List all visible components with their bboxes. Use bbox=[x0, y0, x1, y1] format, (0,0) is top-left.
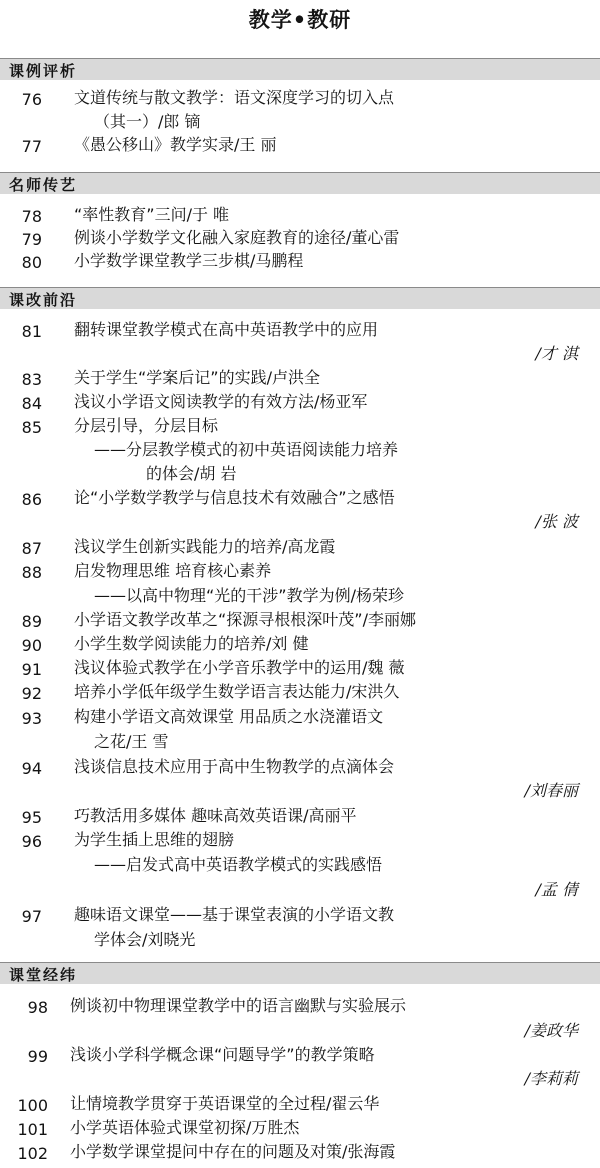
entry-title-line: 构建小学语文高效课堂 用品质之水浇灌语文 bbox=[74, 707, 384, 726]
entry-number: 96 bbox=[21, 832, 42, 851]
entry-title-line: 学体会/刘晓光 bbox=[94, 930, 196, 949]
entry-title-line: 《愚公移山》教学实录/王 丽 bbox=[74, 135, 277, 154]
entry-author-line: /才 淇 bbox=[535, 344, 578, 363]
section-label: 课堂经纬 bbox=[9, 966, 78, 984]
entry-number: 88 bbox=[21, 563, 42, 582]
entry-number: 100 bbox=[17, 1096, 48, 1115]
entry-number: 90 bbox=[21, 636, 42, 655]
entry-number: 87 bbox=[21, 539, 42, 558]
entry-title-line: 浅议体验式教学在小学音乐教学中的运用/魏 薇 bbox=[74, 658, 405, 677]
entry-title-line: 的体会/胡 岩 bbox=[146, 464, 237, 483]
entry-number: 84 bbox=[21, 394, 42, 413]
entry-title-line: 翻转课堂教学模式在高中英语教学中的应用 bbox=[74, 320, 379, 339]
entry-title-line: 论“小学数学教学与信息技术有效融合”之感悟 bbox=[74, 488, 395, 507]
entry-number: 102 bbox=[17, 1144, 48, 1163]
entry-title-line: 巧教活用多媒体 趣味高效英语课/高丽平 bbox=[74, 806, 357, 825]
entry-number: 95 bbox=[21, 808, 42, 827]
section-label: 课改前沿 bbox=[9, 291, 78, 309]
entry-title-line: 培养小学低年级学生数学语言表达能力/宋洪久 bbox=[74, 682, 400, 701]
entry-number: 79 bbox=[21, 230, 42, 249]
entry-title-line: 小学生数学阅读能力的培养/刘 健 bbox=[74, 634, 309, 653]
entry-title-line: 文道传统与散文教学：语文深度学习的切入点 bbox=[74, 88, 395, 107]
entry-title-line: ——启发式高中英语教学模式的实践感悟 bbox=[94, 855, 383, 874]
entry-title-line: 浅议小学语文阅读教学的有效方法/杨亚军 bbox=[74, 392, 368, 411]
entry-number: 78 bbox=[21, 207, 42, 226]
entry-number: 77 bbox=[21, 137, 42, 156]
entry-number: 99 bbox=[27, 1047, 48, 1066]
entry-number: 85 bbox=[21, 418, 42, 437]
entry-title-line: 小学英语体验式课堂初探/万胜杰 bbox=[70, 1118, 300, 1137]
entry-number: 101 bbox=[17, 1120, 48, 1139]
entry-number: 86 bbox=[21, 490, 42, 509]
entry-title-line: 关于学生“学案后记”的实践/卢洪全 bbox=[74, 368, 320, 387]
entry-title-line: 例谈初中物理课堂教学中的语言幽默与实验展示 bbox=[70, 996, 407, 1015]
entry-number: 80 bbox=[21, 253, 42, 272]
entry-title-line: 小学语文教学改革之“探源寻根根深叶茂”/李丽娜 bbox=[74, 610, 416, 629]
entry-number: 83 bbox=[21, 370, 42, 389]
section-label: 名师传艺 bbox=[9, 176, 78, 194]
section-header-kelipingxi bbox=[0, 58, 600, 80]
entry-number: 94 bbox=[21, 759, 42, 778]
entry-number: 93 bbox=[21, 709, 42, 728]
entry-title-line: 让情境教学贯穿于英语课堂的全过程/翟云华 bbox=[70, 1094, 380, 1113]
section-header-mingshichuanyi bbox=[0, 172, 600, 194]
entry-author-line: /孟 倩 bbox=[535, 880, 578, 899]
entry-title-line: 小学数学课堂提问中存在的问题及对策/张海霞 bbox=[70, 1142, 396, 1161]
entry-title-line: 浅谈小学科学概念课“问题导学”的教学策略 bbox=[70, 1045, 375, 1064]
section-header-kegaiqianyan bbox=[0, 287, 600, 309]
entry-number: 89 bbox=[21, 612, 42, 631]
entry-title-line: 趣味语文课堂——基于课堂表演的小学语文教 bbox=[74, 905, 395, 924]
entry-title-line: 小学数学课堂教学三步棋/马鹏程 bbox=[74, 251, 304, 270]
section-header-ketangjingwei bbox=[0, 962, 600, 984]
entry-title-line: ——分层教学模式的初中英语阅读能力培养 bbox=[94, 440, 399, 459]
entry-number: 91 bbox=[21, 660, 42, 679]
entry-author-line: /李莉莉 bbox=[524, 1069, 578, 1088]
entry-number: 81 bbox=[21, 322, 42, 341]
entry-author-line: /张 波 bbox=[535, 512, 578, 531]
section-label: 课例评析 bbox=[9, 62, 78, 80]
entry-title-line: ——以高中物理“光的干涉”教学为例/杨荣珍 bbox=[94, 586, 404, 605]
entry-title-line: 例谈小学数学文化融入家庭教育的途径/董心雷 bbox=[74, 228, 400, 247]
entry-title-line: （其一）/郎 镝 bbox=[94, 112, 201, 131]
page-title: 教学•教研 bbox=[248, 7, 352, 32]
entry-number: 92 bbox=[21, 684, 42, 703]
entry-title-line: 为学生插上思维的翅膀 bbox=[74, 830, 235, 849]
entry-title-line: “率性教育”三问/于 唯 bbox=[74, 205, 230, 224]
entry-author-line: /姜政华 bbox=[524, 1021, 578, 1040]
entry-number: 76 bbox=[21, 90, 42, 109]
entry-author-line: /刘春丽 bbox=[524, 781, 578, 800]
entry-title-line: 浅谈信息技术应用于高中生物教学的点滴体会 bbox=[74, 757, 395, 776]
entry-title-line: 启发物理思维 培育核心素养 bbox=[74, 561, 272, 580]
entry-title-line: 之花/王 雪 bbox=[94, 732, 169, 751]
entry-title-line: 浅议学生创新实践能力的培养/高龙霞 bbox=[74, 537, 336, 556]
entry-number: 97 bbox=[21, 907, 42, 926]
entry-number: 98 bbox=[27, 998, 48, 1017]
entry-title-line: 分层引导，分层目标 bbox=[74, 416, 219, 435]
